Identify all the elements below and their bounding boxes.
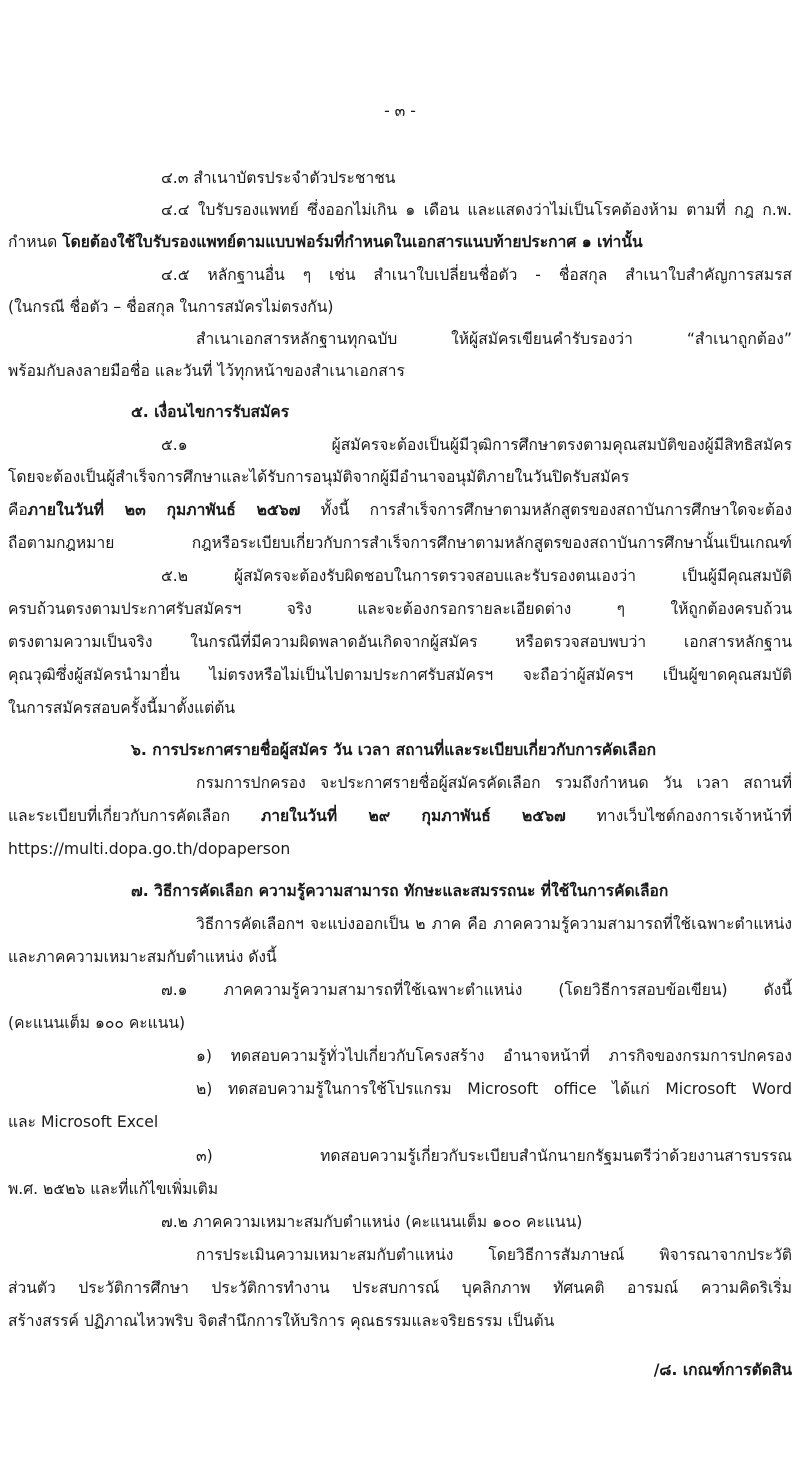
item-4-4-cont: [8, 231, 792, 253]
item-4-5: ๔.๕ หลักฐานอื่น ๆ เช่น สำเนาใบเปลี่ยนชื่อตัว - ชื่อสกุล สำเนาใบสำคัญการสมรส: [161, 266, 792, 284]
item-5-1-cont: [8, 499, 792, 521]
text: ทั้งนี้ การสำเร็จการศึกษาตามหลักสูตรของสถาบันการศึกษาใดจะต้อง: [300, 501, 792, 519]
section-7-text-cont: และภาคความเหมาะสมกับตำแหน่ง ดังนี้: [8, 948, 277, 966]
item-5-1-cont: ถือตามกฎหมาย กฎหรือระเบียบเกี่ยวกับการสำเร็จการศึกษาตามหลักสูตรของสถาบันการศึกษานั้นเป็นเกณฑ์: [8, 534, 792, 552]
subitem-2-cont: และ Microsoft Excel: [8, 1113, 159, 1131]
item-4-4: ๔.๔ ใบรับรองแพทย์ ซึ่งออกไม่เกิน ๑ เดือน และแสดงว่าไม่เป็นโรคต้องห้าม ตามที่ กฎ ก.พ.: [161, 201, 792, 219]
item-7-1-cont: (คะแนนเต็ม ๑๐๐ คะแนน): [8, 1014, 186, 1032]
item-5-2: ๕.๒ ผู้สมัครจะต้องรับผิดชอบในการตรวจสอบและรับรองตนเองว่า เป็นผู้มีคุณสมบัติ: [161, 567, 792, 585]
item-7-1: ๗.๑ ภาคความรู้ความสามารถที่ใช้เฉพาะตำแหน่ง (โดยวิธีการสอบข้อเขียน) ดังนี้: [161, 981, 792, 999]
text: กำหนด: [8, 233, 63, 251]
certify-paragraph-cont: พร้อมกับลงลายมือชื่อ และวันที่ ไว้ทุกหน้าของสำเนาเอกสาร: [8, 362, 405, 380]
text: คือ: [8, 501, 28, 519]
item-7-2: ๗.๒ ภาคความเหมาะสมกับตำแหน่ง (คะแนนเต็ม ๑๐๐ คะแนน): [161, 1213, 583, 1231]
certify-paragraph: สำเนาเอกสารหลักฐานทุกฉบับ ให้ผู้สมัครเขียนคำรับรองว่า “สำเนาถูกต้อง”: [196, 330, 792, 348]
bold-text: โดยต้องใช้ใบรับรองแพทย์ตามแบบฟอร์มที่กำหนดในเอกสารแนบท้ายประกาศ ๑ เท่านั้น: [62, 233, 643, 251]
section-5-heading: ๕. เงื่อนไขการรับสมัคร: [131, 403, 290, 421]
item-7-2-text-cont: สร้างสรรค์ ปฏิภาณไหวพริบ จิตสำนึกการให้บริการ คุณธรรมและจริยธรรม เป็นต้น: [8, 1312, 555, 1330]
page-number: - ๓ -: [384, 102, 416, 120]
item-5-1-cont: โดยจะต้องเป็นผู้สำเร็จการศึกษาและได้รับการอนุมัติจากผู้มีอำนาจอนุมัติภายในวันปิดรับสมัคร: [8, 468, 630, 486]
announce-date: ภายในวันที่ ๒๙ กุมภาพันธ์ ๒๕๖๗: [260, 807, 566, 825]
section-6-text-cont: [8, 805, 792, 827]
item-5-2-cont: ตรงตามความเป็นจริง ในกรณีที่มีความผิดพลาดอันเกิดจากผู้สมัคร หรือตรวจสอบพบว่า เอกสารหลักฐาน: [8, 633, 792, 651]
next-page-footer: /๘. เกณฑ์การตัดสิน: [653, 1361, 792, 1379]
section-6-heading: ๖. การประกาศรายชื่อผู้สมัคร วัน เวลา สถานที่และระเบียบเกี่ยวกับการคัดเลือก: [131, 741, 657, 759]
subitem-3: ๓) ทดสอบความรู้เกี่ยวกับระเบียบสำนักนายกรัฐมนตรีว่าด้วยงานสารบรรณ: [196, 1147, 792, 1165]
item-4-5-cont: (ในกรณี ชื่อตัว – ชื่อสกุล ในการสมัครไม่ตรงกัน): [8, 298, 334, 316]
website-url[interactable]: https://multi.dopa.go.th/dopaperson: [8, 840, 291, 858]
item-4-3: ๔.๓ สำเนาบัตรประจำตัวประชาชน: [161, 169, 396, 187]
section-7-heading: ๗. วิธีการคัดเลือก ความรู้ความสามารถ ทักษะและสมรรถนะ ที่ใช้ในการคัดเลือก: [131, 882, 669, 900]
item-7-2-text: การประเมินความเหมาะสมกับตำแหน่ง โดยวิธีการสัมภาษณ์ พิจารณาจากประวัติ: [196, 1246, 792, 1264]
section-6-text: กรมการปกครอง จะประกาศรายชื่อผู้สมัครคัดเลือก รวมถึงกำหนด วัน เวลา สถานที่: [196, 774, 792, 792]
item-5-2-cont: ในการสมัครสอบครั้งนี้มาตั้งแต่ต้น: [8, 699, 236, 717]
text: และระเบียบที่เกี่ยวกับการคัดเลือก: [8, 807, 261, 825]
item-7-2-text-cont: ส่วนตัว ประวัติการศึกษา ประวัติการทำงาน ประสบการณ์ บุคลิกภาพ ทัศนคติ อารมณ์ ความคิดริเริ่ม: [8, 1279, 792, 1297]
text: ทางเว็บไซต์กองการเจ้าหน้าที่: [565, 807, 793, 825]
section-7-text: วิธีการคัดเลือกฯ จะแบ่งออกเป็น ๒ ภาค คือ ภาคความรู้ความสามารถที่ใช้เฉพาะตำแหน่ง: [196, 915, 792, 933]
subitem-3-cont: พ.ศ. ๒๕๒๖ และที่แก้ไขเพิ่มเติม: [8, 1180, 219, 1198]
deadline-date: ภายในวันที่ ๒๓ กุมภาพันธ์ ๒๕๖๗: [27, 501, 301, 519]
subitem-1: ๑) ทดสอบความรู้ทั่วไปเกี่ยวกับโครงสร้าง อำนาจหน้าที่ ภารกิจของกรมการปกครอง: [196, 1047, 792, 1065]
subitem-2: ๒) ทดสอบความรู้ในการใช้โปรแกรม Microsoft office ได้แก่ Microsoft Word: [196, 1080, 792, 1098]
item-5-2-cont: ครบถ้วนตรงตามประกาศรับสมัครฯ จริง และจะต้องกรอกรายละเอียดต่าง ๆ ให้ถูกต้องครบถ้วน: [8, 600, 792, 618]
item-5-2-cont: คุณวุฒิซึ่งผู้สมัครนำมายื่น ไม่ตรงหรือไม่เป็นไปตามประกาศรับสมัครฯ จะถือว่าผู้สมัครฯ เป็นผู้ขาดคุณสมบัติ: [8, 666, 792, 684]
item-5-1: ๕.๑ ผู้สมัครจะต้องเป็นผู้มีวุฒิการศึกษาตรงตามคุณสมบัติของผู้มีสิทธิสมัคร: [161, 436, 792, 454]
